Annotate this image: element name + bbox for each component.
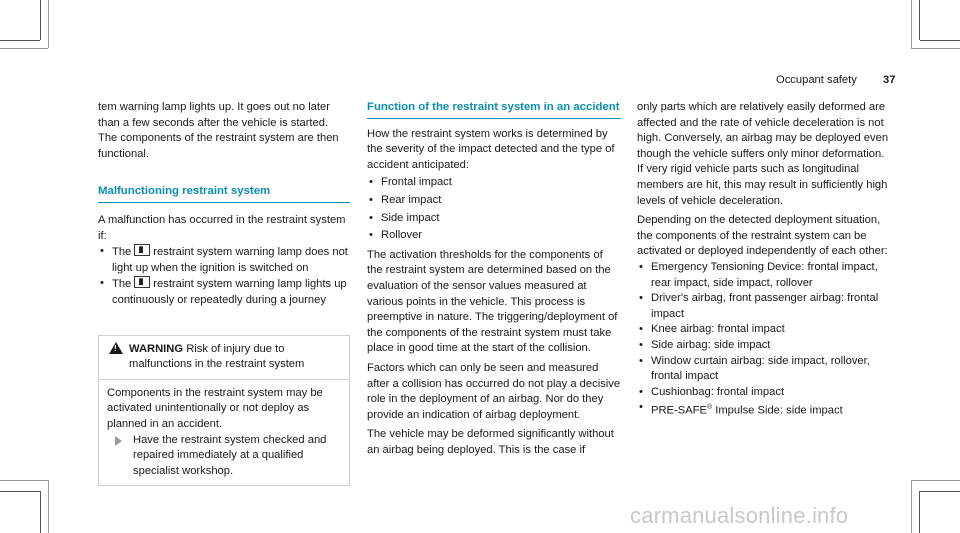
action-arrow-icon: [115, 436, 122, 446]
list-item: • Knee airbag: frontal impact: [637, 322, 891, 338]
list-item: • Side airbag: side impact: [637, 338, 891, 354]
registered-mark: ®: [706, 404, 713, 412]
warning-body: [99, 379, 349, 486]
crop-mark: [911, 48, 960, 49]
crop-mark: [40, 491, 41, 533]
list-item: [98, 276, 350, 308]
crop-mark: [911, 0, 912, 48]
paragraph: Depending on the detected deployment situation, the components of the restraint system can be activated or deployed independently of each other:: [637, 214, 888, 258]
list-item: [98, 244, 350, 276]
warning-header: [99, 336, 349, 379]
crop-mark: [911, 480, 912, 533]
list-item: • Rear impact: [367, 193, 621, 209]
list-item: [637, 400, 891, 419]
paragraph: The activation thresholds for the components of the restraint system are determined based on the evaluation of the sensor values measured at various points in the vehicle. This process is preemptive in nature. The triggering/deployment of the components of the restraint system must take place in good time at the start of the collision.: [367, 248, 618, 355]
function-intro: How the restraint system works is determined by the severity of the impact detected and the type of accident anticipated:: [367, 127, 615, 171]
list-item-prefix: The: [112, 246, 132, 259]
restraint-warning-lamp-icon: [134, 244, 150, 256]
column-2: [367, 100, 621, 458]
list-item-text: restraint system warning lamp does not light up when the ignition is switched on: [112, 246, 348, 274]
list-item: • Cushionbag: frontal impact: [637, 385, 891, 401]
crop-mark: [48, 480, 49, 533]
crop-mark: [920, 40, 960, 41]
list-item: • Window curtain airbag: side impact, rollover, frontal impact: [637, 354, 891, 385]
crop-mark: [919, 491, 920, 533]
crop-mark: [40, 0, 41, 40]
list-item-prefix: The: [112, 278, 132, 291]
list-item: • Rollover: [367, 228, 621, 244]
warning-box: [98, 335, 350, 487]
presafe-label: PRE-SAFE: [651, 405, 707, 418]
list-item: • Side impact: [367, 211, 621, 227]
crop-mark: [48, 0, 49, 48]
paragraph: Factors which can only be seen and measured after a collision has occurred do not play a decisive role in the deployment of an airbag. Nor do they provide an indication of airbag deployment.: [367, 361, 621, 421]
paragraph: only parts which are relatively easily deformed are affected and the rate of vehicle deceleration is not high. Conversely, an airbag may be deployed even though the vehicle suffers only minor deformation. If very rigid vehicle parts such as longitudinal members are hit, this may result in sufficiently high levels of vehicle deceleration.: [637, 101, 889, 207]
malfunction-intro: A malfunction has occurred in the restraint system if:: [98, 213, 346, 242]
crop-mark: [0, 480, 48, 481]
warning-action: [107, 433, 341, 480]
crop-mark: [920, 491, 960, 492]
warning-triangle-icon: [109, 342, 123, 354]
warning-body-text: Components in the restraint system may be activated unintentionally or not deploy as planned in an accident.: [107, 386, 323, 430]
warning-text: Risk of injury due to malfunctions in the restraint system: [129, 342, 305, 371]
restraint-warning-lamp-icon: [134, 276, 150, 288]
warning-title: WARNING: [129, 342, 184, 355]
paragraph: The vehicle may be deformed significantly without an airbag being deployed. This is the case if: [367, 428, 614, 456]
column-3: [637, 100, 891, 420]
intro-paragraph: tem warning lamp lights up. It goes out no later than a few seconds after the vehicle is started. The components of the restraint system are then functional.: [98, 101, 339, 160]
watermark: carmanualsonline.info: [630, 503, 849, 528]
crop-mark: [919, 0, 920, 40]
crop-mark: [0, 40, 40, 41]
crop-mark: [0, 491, 40, 492]
list-item: • Frontal impact: [367, 175, 621, 191]
list-item: • Driver's airbag, front passenger airbag: frontal impact: [637, 291, 891, 322]
section-header: Occupant safety: [776, 74, 857, 86]
list-item: • Emergency Tensioning Device: frontal impact, rear impact, side impact, rollover: [637, 260, 891, 291]
crop-mark: [0, 48, 48, 49]
list-item-text: restraint system warning lamp lights up continuously or repeatedly during a journey: [112, 278, 347, 306]
section-heading-malfunction: Malfunctioning restraint system: [98, 184, 350, 203]
warning-action-text: Have the restraint system checked and repaired immediately at a qualified specialist workshop.: [133, 433, 327, 477]
presafe-text: Impulse Side: side impact: [712, 405, 843, 418]
page-number: 37: [883, 74, 896, 86]
crop-mark: [911, 480, 960, 481]
section-heading-function: Function of the restraint system in an accident: [367, 100, 621, 119]
column-1: [98, 100, 350, 486]
